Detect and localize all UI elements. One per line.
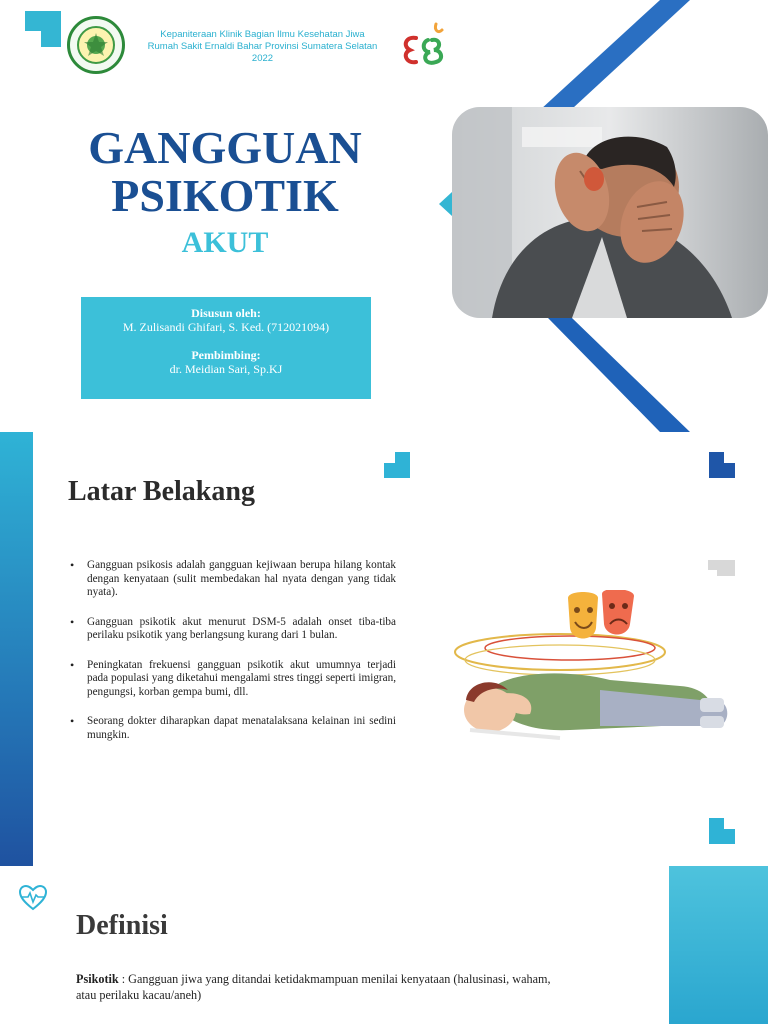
university-logo <box>67 16 125 74</box>
advisor-label: Pembimbing: <box>191 348 261 362</box>
list-item: • Gangguan psikotik akut menurut DSM-5 adalah onset tiba-tiba perilaku psikotik yang berlangsung kurang dari 1 bulan. <box>70 616 396 643</box>
header-line-3: 2022 <box>251 53 274 64</box>
psychosis-illustration <box>450 590 730 750</box>
list-item: • Seorang dokter diharapkan dapat menatalaksana kelainan ini sedini mungkin. <box>70 715 396 742</box>
institution-header <box>130 29 395 65</box>
definition-paragraph <box>76 971 556 1003</box>
title-line-1: GANGGUAN <box>88 122 362 173</box>
corner-square-decoration <box>709 452 735 478</box>
section-heading: Definisi <box>76 910 168 941</box>
right-gradient-bar <box>669 866 768 1024</box>
main-title <box>70 124 380 220</box>
background-bullet-list <box>70 559 396 758</box>
advisor-name: dr. Meidian Sari, Sp.KJ <box>169 362 283 376</box>
title-slide <box>0 0 768 432</box>
hospital-logo <box>398 20 454 72</box>
title-line-2: PSIKOTIK <box>111 170 339 221</box>
header-line-2: Rumah Sakit Ernaldi Bahar Provinsi Sumatera Selatan <box>147 41 378 52</box>
corner-square-decoration <box>25 11 61 47</box>
definition-term: Psikotik <box>76 972 119 986</box>
subtitle: AKUT <box>181 226 269 259</box>
photo-image <box>452 107 768 318</box>
background-slide <box>0 432 768 866</box>
heartbeat-icon <box>18 883 48 913</box>
corner-square-decoration <box>384 452 410 478</box>
definition-body: : Gangguan jiwa yang ditandai ketidakmampuan menilai kenyataan (halusinasi, waham, atau perilaku kacau/aneh) <box>76 972 551 1002</box>
author-name: M. Zulisandi Ghifari, S. Ked. (712021094) <box>122 320 330 334</box>
header-line-1: Kepaniteraan Klinik Bagian Ilmu Kesehatan Jiwa <box>160 29 365 40</box>
section-heading: Latar Belakang <box>68 476 255 507</box>
list-item: • Gangguan psikosis adalah gangguan kejiwaan berupa hilang kontak dengan kenyataan (sulit membedakan hal nyata dengan yang tidak nyata). <box>70 559 396 600</box>
grey-square-decoration <box>708 560 735 576</box>
triangle-pointer-decoration <box>439 192 452 216</box>
author-info-box <box>81 297 371 399</box>
left-gradient-bar <box>0 432 33 866</box>
definition-slide <box>0 866 768 1024</box>
corner-square-decoration <box>709 818 735 844</box>
university-logo-icon <box>76 25 116 65</box>
distressed-man-photo <box>452 107 768 318</box>
list-item: • Peningkatan frekuensi gangguan psikotik akut umumnya terjadi pada populasi yang diketahui mengalami stres tinggi seperti imigran, pengungsi, korban gempa bumi, dll. <box>70 659 396 700</box>
author-label: Disusun oleh: <box>191 306 261 320</box>
